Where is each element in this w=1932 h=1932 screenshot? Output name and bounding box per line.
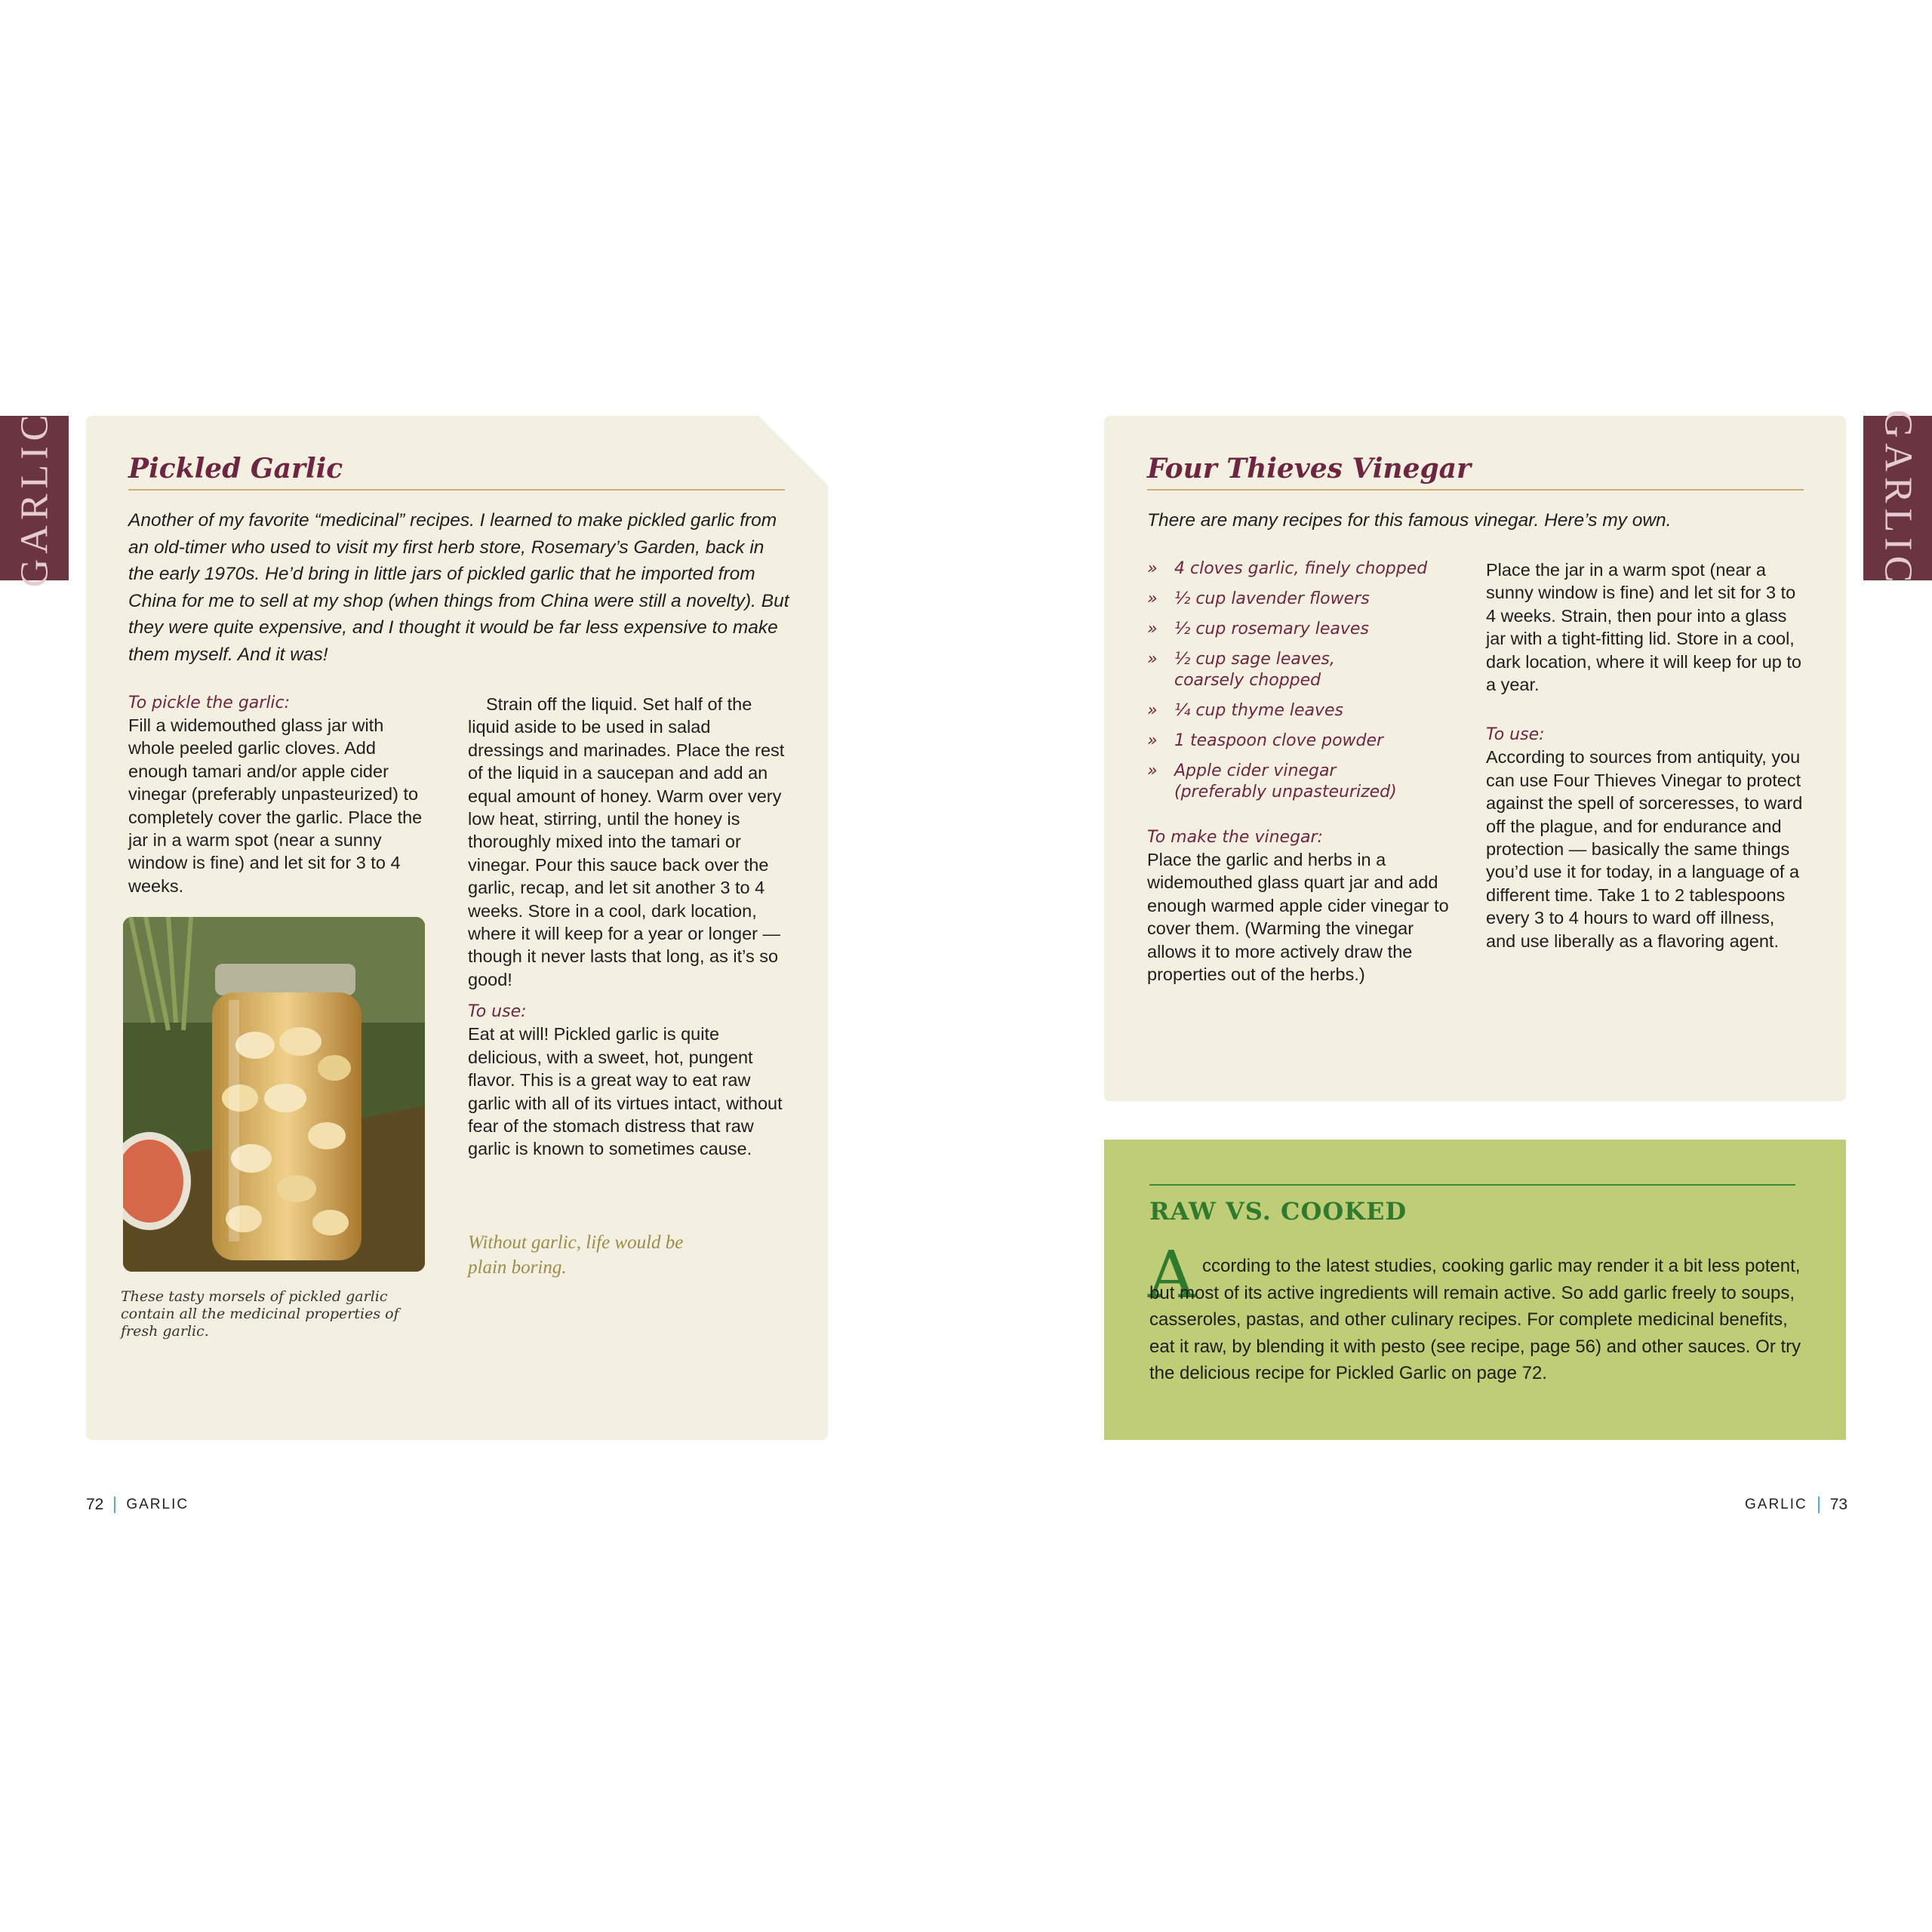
- steep-instructions: [1486, 558, 1803, 952]
- running-head: GARLIC: [126, 1497, 189, 1512]
- chapter-tab-left: [0, 409, 69, 587]
- double-chevron-icon: »: [1147, 620, 1158, 638]
- sidebar-title: RAW VS. COOKED: [1149, 1197, 1407, 1226]
- recipe-title: Pickled Garlic: [128, 453, 343, 485]
- chapter-tab-right: [1863, 409, 1932, 587]
- section-heading: To use:: [1486, 725, 1545, 745]
- place-text: Place the jar in a warm spot (near a sunny window is fine) and let sit for 3 to 4 weeks. Strain, then pour into a glass jar with a tight-fitting lid. Store in a cool, dark location, where it will keep for up to a year.: [1486, 560, 1801, 695]
- chapter-tab-label: GARLIC: [13, 409, 56, 587]
- recipe-intro: There are many recipes for this famous vinegar. Here’s my own.: [1147, 510, 1672, 531]
- pull-quote: Without garlic, life would be plain boring.: [468, 1232, 684, 1278]
- page-number: 73: [1829, 1496, 1848, 1513]
- strain-text: Strain off the liquid. Set half of the liquid aside to be used in salad dressings and marinades. Place the rest of the liquid in a saucepan and add an equal amount of honey. Warm over very low heat, stirring, until the honey is thoroughly mixed into the tamari or vinegar. Pour this sauce back over the garlic, recap, and let sit another 3 to 4 weeks. Store in a cool, dark location, where it will keep for a year or longer — though it never lasts that long, as it’s so good!: [468, 694, 785, 989]
- page-footer-right: [1745, 1496, 1847, 1514]
- recipe-title: Four Thieves Vinegar: [1147, 453, 1471, 485]
- use-text: Eat at will! Pickled garlic is quite delicious, with a sweet, hot, pungent flavor. This is a great way to eat raw garlic with all of its virtues intact, without fear of the stomach distress that raw garlic is known to sometimes cause.: [468, 1024, 783, 1159]
- double-chevron-icon: »: [1147, 589, 1158, 608]
- recipe-intro: Another of my favorite “medicinal” recipes. I learned to make pickled garlic from an old-timer who used to visit my first herb store, Rosemary’s Garden, back in the early 1970s. He’d bring in little jars of pickled garlic that he imported from China for me to sell at my shop (when things from China were still a novelty). But they were quite expensive, and I thought it would be far less expensive to make them myself. And it was!: [128, 510, 789, 665]
- section-heading: To use:: [468, 1002, 527, 1022]
- make-text: Place the garlic and herbs in a widemouthed glass quart jar and add enough warmed apple cider vinegar to cover them. (Warming the vinegar allows it to more actively draw the properties out of the herbs.): [1147, 850, 1449, 985]
- list-item: » 1 teaspoon clove powder: [1147, 731, 1384, 750]
- drop-cap: A: [1148, 1238, 1195, 1313]
- double-chevron-icon: »: [1147, 559, 1158, 578]
- pickle-instructions: [128, 693, 430, 897]
- double-chevron-icon: »: [1147, 761, 1158, 780]
- sidebar-rule: [1149, 1184, 1795, 1186]
- list-item: » ¼ cup thyme leaves: [1147, 701, 1344, 720]
- list-item: » ½ cup lavender flowers: [1147, 589, 1370, 608]
- pickle-text: Fill a widemouthed glass jar with whole peeled garlic cloves. Add enough tamari and/or apple cider vinegar (preferably unpasteurized) to completely cover the garlic. Place the jar in a warm spot (near a sunny window is fine) and let sit for 3 to 4 weeks.: [128, 715, 423, 896]
- sidebar-text: ccording to the latest studies, cooking garlic may render it a bit less potent, but most of its active ingredients will remain active. So add garlic freely to soups, casseroles, pastas, and other culinary recipes. For complete medicinal benefits, eat it raw, by blending it with pesto (see recipe, page 56) and other sauces. Or try the delicious recipe for Pickled Garlic on page 72.: [1149, 1256, 1801, 1383]
- list-item: » ½ cup rosemary leaves: [1147, 620, 1369, 638]
- garlic-jar-image: [123, 917, 425, 1272]
- folio-divider: [1818, 1497, 1820, 1513]
- folio-divider: [114, 1497, 115, 1513]
- use-text: According to sources from antiquity, you can use Four Thieves Vinegar to protect against the spell of sorceresses, to ward off the plague, and for endurance and protection — basically the same things you’d use it for today, in a language of a different time. Take 1 to 2 tablespoons every 3 to 4 hours to ward off illness, and use liberally as a flavoring agent.: [1486, 747, 1803, 951]
- list-item: » 4 cloves garlic, finely chopped: [1147, 559, 1428, 578]
- photo-caption: These tasty morsels of pickled garlic contain all the medicinal properties of fresh garlic.: [121, 1288, 399, 1340]
- page-footer-left: [86, 1496, 189, 1514]
- section-heading: To pickle the garlic:: [128, 694, 291, 712]
- title-rule: [128, 489, 785, 491]
- double-chevron-icon: »: [1147, 701, 1158, 720]
- chapter-tab-label: GARLIC: [1876, 409, 1919, 587]
- page-number: 72: [86, 1496, 104, 1513]
- title-rule: [1147, 489, 1804, 491]
- double-chevron-icon: »: [1147, 731, 1158, 750]
- ingredient-list: [1147, 558, 1464, 812]
- list-item: » Apple cider vinegar (preferably unpasteurized): [1147, 761, 1397, 801]
- running-head: GARLIC: [1745, 1497, 1807, 1512]
- make-instructions: [1147, 827, 1464, 986]
- double-chevron-icon: »: [1147, 650, 1158, 669]
- list-item: » ½ cup sage leaves, coarsely chopped: [1147, 650, 1335, 690]
- raw-vs-cooked-sidebar: [1104, 1140, 1846, 1440]
- strain-instructions: [468, 693, 785, 1161]
- section-heading: To make the vinegar:: [1147, 828, 1323, 847]
- pickled-garlic-photo: [123, 917, 425, 1272]
